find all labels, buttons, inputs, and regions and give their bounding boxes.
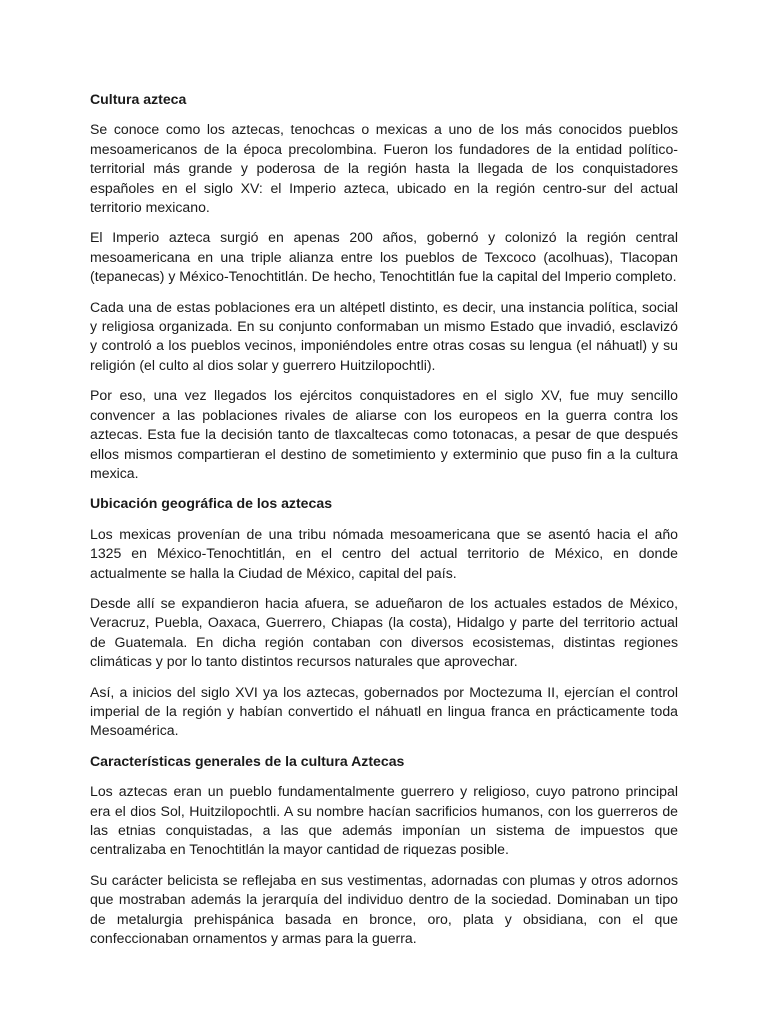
paragraph: Los aztecas eran un pueblo fundamentalmente guerrero y religioso, cuyo patrono principal era el dios Sol, Huitzilopochtli. A su nombre hacían sacrificios humanos, con los guerreros de las etnias conquistadas, a las que además imponían un sistema de impuestos que centralizaba en Tenochtitlán la mayor cantidad de riquezas posible. <box>90 783 678 858</box>
paragraph: Los mexicas provenían de una tribu nómada mesoamericana que se asentó hacia el año 1325 en México-Tenochtitlán, en el centro del actual territorio de México, en donde actualmente se halla la Ciudad de México, capital del país. <box>90 525 678 581</box>
section-heading: Ubicación geográfica de los aztecas <box>90 495 333 512</box>
section-ubicacion-geografica <box>90 494 678 740</box>
paragraph: Desde allí se expandieron hacia afuera, se adueñaron de los actuales estados de México, Veracruz, Puebla, Oaxaca, Guerrero, Chiapas (la costa), Hidalgo y parte del territorio actual de Guatemala. En dicha región contaban con diversos ecosistemas, distintas regiones climáticas y por lo tanto distintos recursos naturales que aprovechar. <box>90 594 678 670</box>
paragraph: Cada una de estas poblaciones era un altépetl distinto, es decir, una instancia política, social y religiosa organizada. En su conjunto conformaban un mismo Estado que invadió, esclavizó y controló a los pueblos vecinos, imponiéndoles entre otras cosas su lengua (el náhuatl) y su religión (el culto al dios solar y guerrero Huitzilopochtli). <box>90 298 678 373</box>
paragraph: Se conoce como los aztecas, tenochcas o mexicas a uno de los más conocidos pueblos mesoamericanos de la época precolombina. Fueron los fundadores de la entidad político-territorial más grande y poderosa de la región hasta la llegada de los conquistadores españoles en el siglo XV: el Imperio azteca, ubicado en la región centro-sur del actual territorio mexicano. <box>90 121 678 216</box>
paragraph: Por eso, una vez llegados los ejércitos conquistadores en el siglo XV, fue muy sencillo convencer a las poblaciones rivales de aliarse con los europeos en la guerra contra los aztecas. Esta fue la decisión tanto de tlaxcaltecas como totonacas, a pesar de que después ellos mismos compartieran el destino de sometimiento y exterminio que puso fin a la cultura mexica. <box>90 387 678 481</box>
paragraph: El Imperio azteca surgió en apenas 200 años, gobernó y colonizó la región central mesoamericana en una triple alianza entre los pueblos de Texcoco (acolhuas), Tlacopan (tepanecas) y México-Tenochtitlán. De hecho, Tenochtitlán fue la capital del Imperio completo. <box>90 229 678 285</box>
paragraph: Su carácter belicista se reflejaba en sus vestimentas, adornadas con plumas y otros adornos que mostraban además la jerarquía del individuo dentro de la sociedad. Dominaban un tipo de metalurgia prehispánica basada en bronce, oro, plata y obsidiana, con el que confeccionaban ornamentos y armas para la guerra. <box>90 871 678 947</box>
section-heading: Características generales de la cultura Aztecas <box>90 752 405 769</box>
paragraph: Así, a inicios del siglo XVI ya los aztecas, gobernados por Moctezuma II, ejercían el control imperial de la región y habían convertido el náhuatl en lingua franca en prácticamente toda Mesoamérica. <box>90 683 678 739</box>
section-cultura-azteca <box>90 90 678 483</box>
section-caracteristicas-generales <box>90 752 678 949</box>
document-page <box>90 90 678 959</box>
section-heading: Cultura azteca <box>90 91 187 107</box>
